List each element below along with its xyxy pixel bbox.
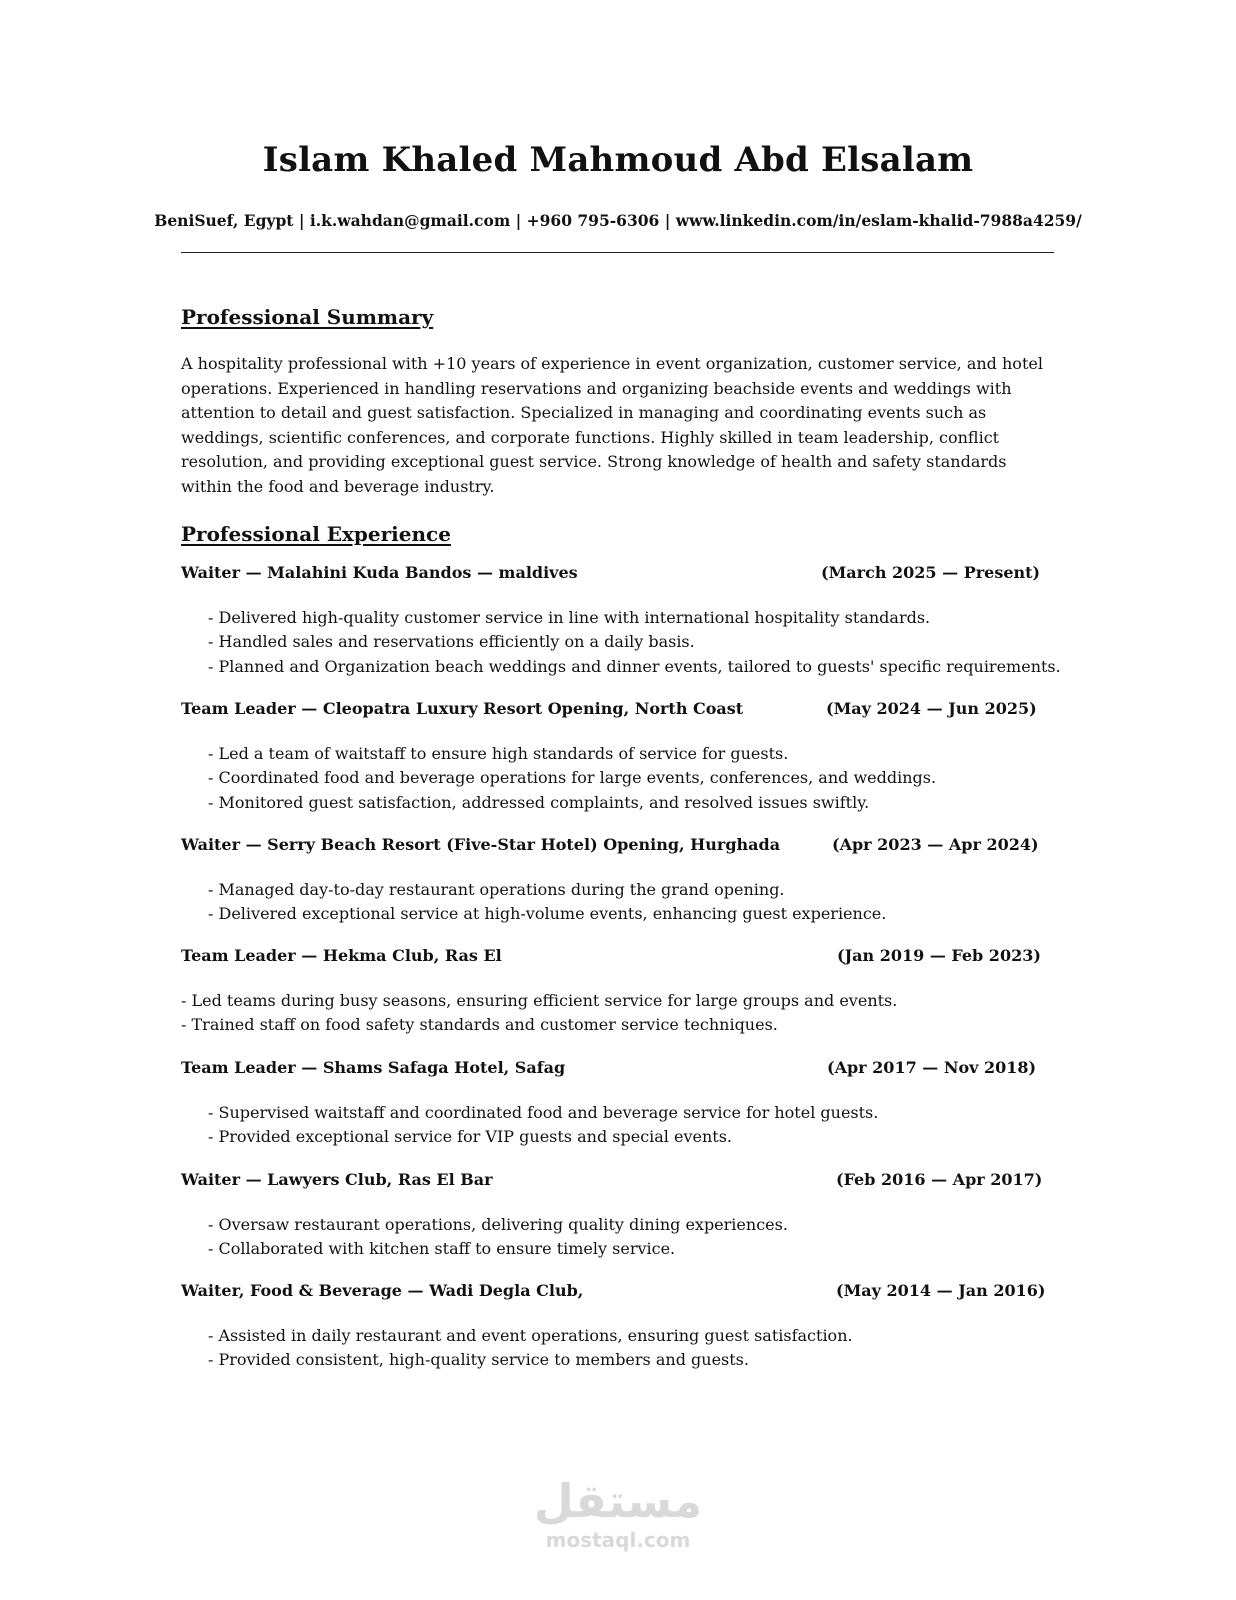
job-bullet: - Delivered exceptional service at high-volume events, enhancing guest experience.: [208, 904, 887, 924]
job-bullet: - Led teams during busy seasons, ensuring efficient service for large groups and events.: [181, 991, 898, 1010]
job-bullet: - Delivered high-quality customer service in line with international hospitality standards.: [208, 608, 931, 627]
job-dates: (Apr 2017 — Nov 2018): [827, 1058, 1037, 1077]
job-bullet: - Assisted in daily restaurant and event operations, ensuring guest satisfaction.: [208, 1326, 853, 1345]
job-entry: [181, 946, 1054, 1035]
experience-heading: Professional Experience: [181, 522, 451, 546]
job-title: Waiter, Food & Beverage — Wadi Degla Club,: [181, 1281, 584, 1300]
job-title: Waiter — Malahini Kuda Bandos — maldives: [181, 563, 578, 582]
job-bullet: - Handled sales and reservations efficiently on a daily basis.: [208, 632, 695, 652]
job-title: Team Leader — Hekma Club, Ras El: [181, 946, 502, 965]
summary-heading: Professional Summary: [181, 305, 434, 329]
job-dates: (May 2014 — Jan 2016): [836, 1281, 1046, 1300]
job-bullets: [208, 1213, 788, 1262]
job-entry: [181, 699, 1054, 812]
job-dates: (May 2024 — Jun 2025): [826, 699, 1037, 718]
job-bullet: - Planned and Organization beach weddings and dinner events, tailored to guests' specific requirements.: [208, 656, 1061, 676]
job-entry: [181, 1058, 1054, 1147]
job-bullet: - Supervised waitstaff and coordinated food and beverage service for hotel guests.: [208, 1103, 879, 1122]
job-bullets: [208, 878, 886, 927]
job-bullet: - Managed day-to-day restaurant operations during the grand opening.: [208, 880, 785, 899]
job-bullet: - Monitored guest satisfaction, addressed complaints, and resolved issues swiftly.: [208, 792, 870, 812]
job-bullet: - Trained staff on food safety standards and customer service techniques.: [181, 1015, 778, 1035]
job-title: Team Leader — Cleopatra Luxury Resort Opening, North Coast: [181, 699, 744, 718]
job-bullet: - Led a team of waitstaff to ensure high standards of service for guests.: [208, 744, 789, 763]
watermark-site: mostaql.com: [545, 1528, 691, 1552]
contact-line: BeniSuef, Egypt | i.k.wahdan@gmail.com | +960 795-6306 | www.linkedin.com/in/eslam-khalid-7988a4259/: [154, 211, 1082, 230]
job-dates: (Apr 2023 — Apr 2024): [832, 835, 1039, 854]
job-bullets: [208, 606, 1061, 679]
job-entry: [181, 1281, 1054, 1370]
job-dates: (Jan 2019 — Feb 2023): [837, 946, 1041, 965]
job-entry: [181, 563, 1061, 676]
job-bullet: - Provided exceptional service for VIP guests and special events.: [208, 1127, 733, 1147]
job-title: Waiter — Lawyers Club, Ras El Bar: [181, 1170, 493, 1189]
job-title: Waiter — Serry Beach Resort (Five-Star Hotel) Opening, Hurghada: [181, 835, 781, 854]
summary-paragraph: A hospitality professional with +10 years of experience in event organization, customer service, and hotel operations. Experienced in handling reservations and organizing beachside events and weddings with attention to detail and guest satisfaction. Specialized in managing and coordinating events such as weddings, scientific conferences, and corporate functions. Highly skilled in team leadership, conflict resolution, and providing exceptional guest service. Strong knowledge of health and safety standards within the food and beverage industry.: [181, 354, 1043, 496]
job-bullet: - Provided consistent, high-quality service to members and guests.: [208, 1350, 749, 1370]
job-bullets: [208, 1101, 878, 1150]
job-bullets: [208, 742, 936, 815]
job-bullets: [181, 989, 897, 1038]
job-entry: [181, 1170, 1054, 1259]
job-dates: (March 2025 — Present): [821, 563, 1041, 582]
job-bullet: - Collaborated with kitchen staff to ensure timely service.: [208, 1239, 676, 1259]
job-entry: [181, 835, 1054, 924]
candidate-name: Islam Khaled Mahmoud Abd Elsalam: [262, 140, 974, 180]
job-bullets: [208, 1324, 853, 1373]
job-bullet: - Oversaw restaurant operations, delivering quality dining experiences.: [208, 1215, 788, 1234]
mostaql-watermark: [0, 1475, 1236, 1551]
job-bullet: - Coordinated food and beverage operations for large events, conferences, and weddings.: [208, 768, 937, 788]
job-dates: (Feb 2016 — Apr 2017): [836, 1170, 1043, 1189]
job-title: Team Leader — Shams Safaga Hotel, Safag: [181, 1058, 566, 1077]
header-divider: [181, 252, 1054, 253]
watermark-logo: مستقل: [533, 1474, 703, 1528]
